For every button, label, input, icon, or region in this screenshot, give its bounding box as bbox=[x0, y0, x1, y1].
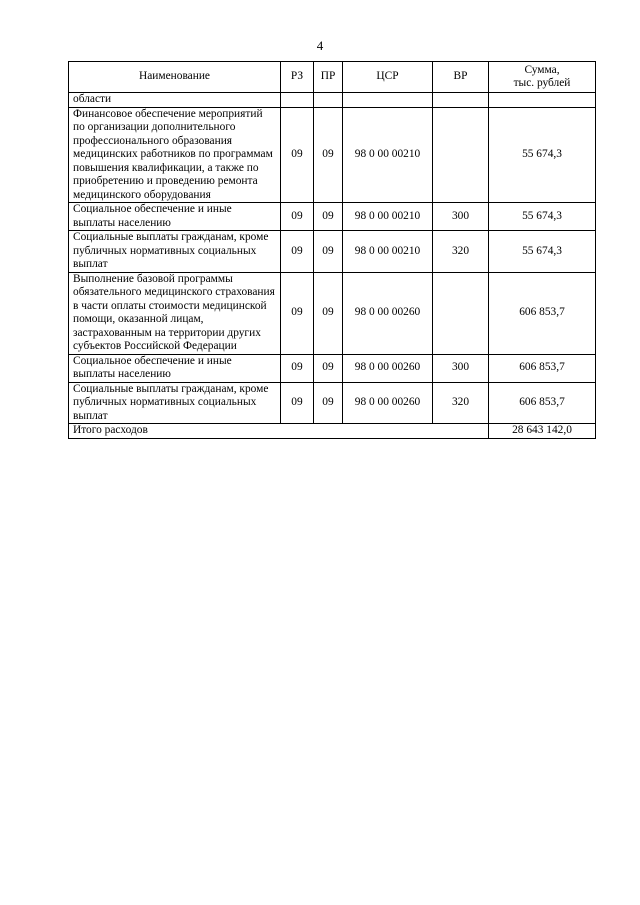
row-sum: 55 674,3 bbox=[489, 107, 596, 203]
row-pr: 09 bbox=[314, 272, 343, 354]
total-sum: 28 643 142,0 bbox=[489, 424, 596, 439]
table-row bbox=[69, 93, 596, 108]
row-name: области bbox=[69, 93, 281, 108]
row-vr bbox=[433, 93, 489, 108]
table-row bbox=[69, 107, 596, 203]
row-sum: 606 853,7 bbox=[489, 382, 596, 424]
row-name: Социальное обеспечение и иные выплаты населению bbox=[69, 203, 281, 231]
header-sum-line2: тыс. рублей bbox=[513, 77, 571, 89]
row-name: Выполнение базовой программы обязательного медицинского страхования в части оплаты стоимости медицинской помощи, оказанной лицам, застрахованным на территории других субъектов Российской Федерации bbox=[69, 272, 281, 354]
header-rz: РЗ bbox=[281, 62, 314, 93]
row-name: Социальные выплаты гражданам, кроме публичных нормативных социальных выплат bbox=[69, 231, 281, 273]
header-vr: ВР bbox=[433, 62, 489, 93]
header-csr: ЦСР bbox=[343, 62, 433, 93]
budget-table bbox=[68, 61, 596, 439]
table-row bbox=[69, 354, 596, 382]
row-vr: 300 bbox=[433, 354, 489, 382]
table-row bbox=[69, 231, 596, 273]
table-row bbox=[69, 203, 596, 231]
row-rz: 09 bbox=[281, 272, 314, 354]
row-name: Социальные выплаты гражданам, кроме публичных нормативных социальных выплат bbox=[69, 382, 281, 424]
row-pr: 09 bbox=[314, 382, 343, 424]
row-pr: 09 bbox=[314, 107, 343, 203]
row-rz: 09 bbox=[281, 231, 314, 273]
row-rz: 09 bbox=[281, 382, 314, 424]
header-pr: ПР bbox=[314, 62, 343, 93]
row-vr: 300 bbox=[433, 203, 489, 231]
row-pr: 09 bbox=[314, 203, 343, 231]
row-sum bbox=[489, 93, 596, 108]
row-csr: 98 0 00 00210 bbox=[343, 107, 433, 203]
row-csr: 98 0 00 00260 bbox=[343, 272, 433, 354]
row-rz: 09 bbox=[281, 354, 314, 382]
row-rz: 09 bbox=[281, 107, 314, 203]
total-label: Итого расходов bbox=[69, 424, 489, 439]
table-row bbox=[69, 272, 596, 354]
table-row bbox=[69, 382, 596, 424]
table-header-row bbox=[69, 62, 596, 93]
header-name: Наименование bbox=[69, 62, 281, 93]
row-name: Финансовое обеспечение мероприятий по организации дополнительного профессионального образования медицинских работников по программам повышения квалификации, а также по приобретению и проведению ремонта медицинского оборудования bbox=[69, 107, 281, 203]
row-sum: 606 853,7 bbox=[489, 354, 596, 382]
row-pr bbox=[314, 93, 343, 108]
page-number: 4 bbox=[316, 38, 324, 53]
row-csr: 98 0 00 00210 bbox=[343, 231, 433, 273]
row-rz: 09 bbox=[281, 203, 314, 231]
row-csr: 98 0 00 00210 bbox=[343, 203, 433, 231]
row-sum: 55 674,3 bbox=[489, 203, 596, 231]
table-total-row bbox=[69, 424, 596, 439]
row-csr bbox=[343, 93, 433, 108]
header-sum bbox=[489, 62, 596, 93]
row-sum: 55 674,3 bbox=[489, 231, 596, 273]
row-vr bbox=[433, 272, 489, 354]
header-sum-line1: Сумма, bbox=[524, 63, 560, 76]
row-sum: 606 853,7 bbox=[489, 272, 596, 354]
row-rz bbox=[281, 93, 314, 108]
row-csr: 98 0 00 00260 bbox=[343, 382, 433, 424]
row-pr: 09 bbox=[314, 231, 343, 273]
row-csr: 98 0 00 00260 bbox=[343, 354, 433, 382]
row-name: Социальное обеспечение и иные выплаты населению bbox=[69, 354, 281, 382]
row-vr bbox=[433, 107, 489, 203]
row-pr: 09 bbox=[314, 354, 343, 382]
row-vr: 320 bbox=[433, 382, 489, 424]
row-vr: 320 bbox=[433, 231, 489, 273]
